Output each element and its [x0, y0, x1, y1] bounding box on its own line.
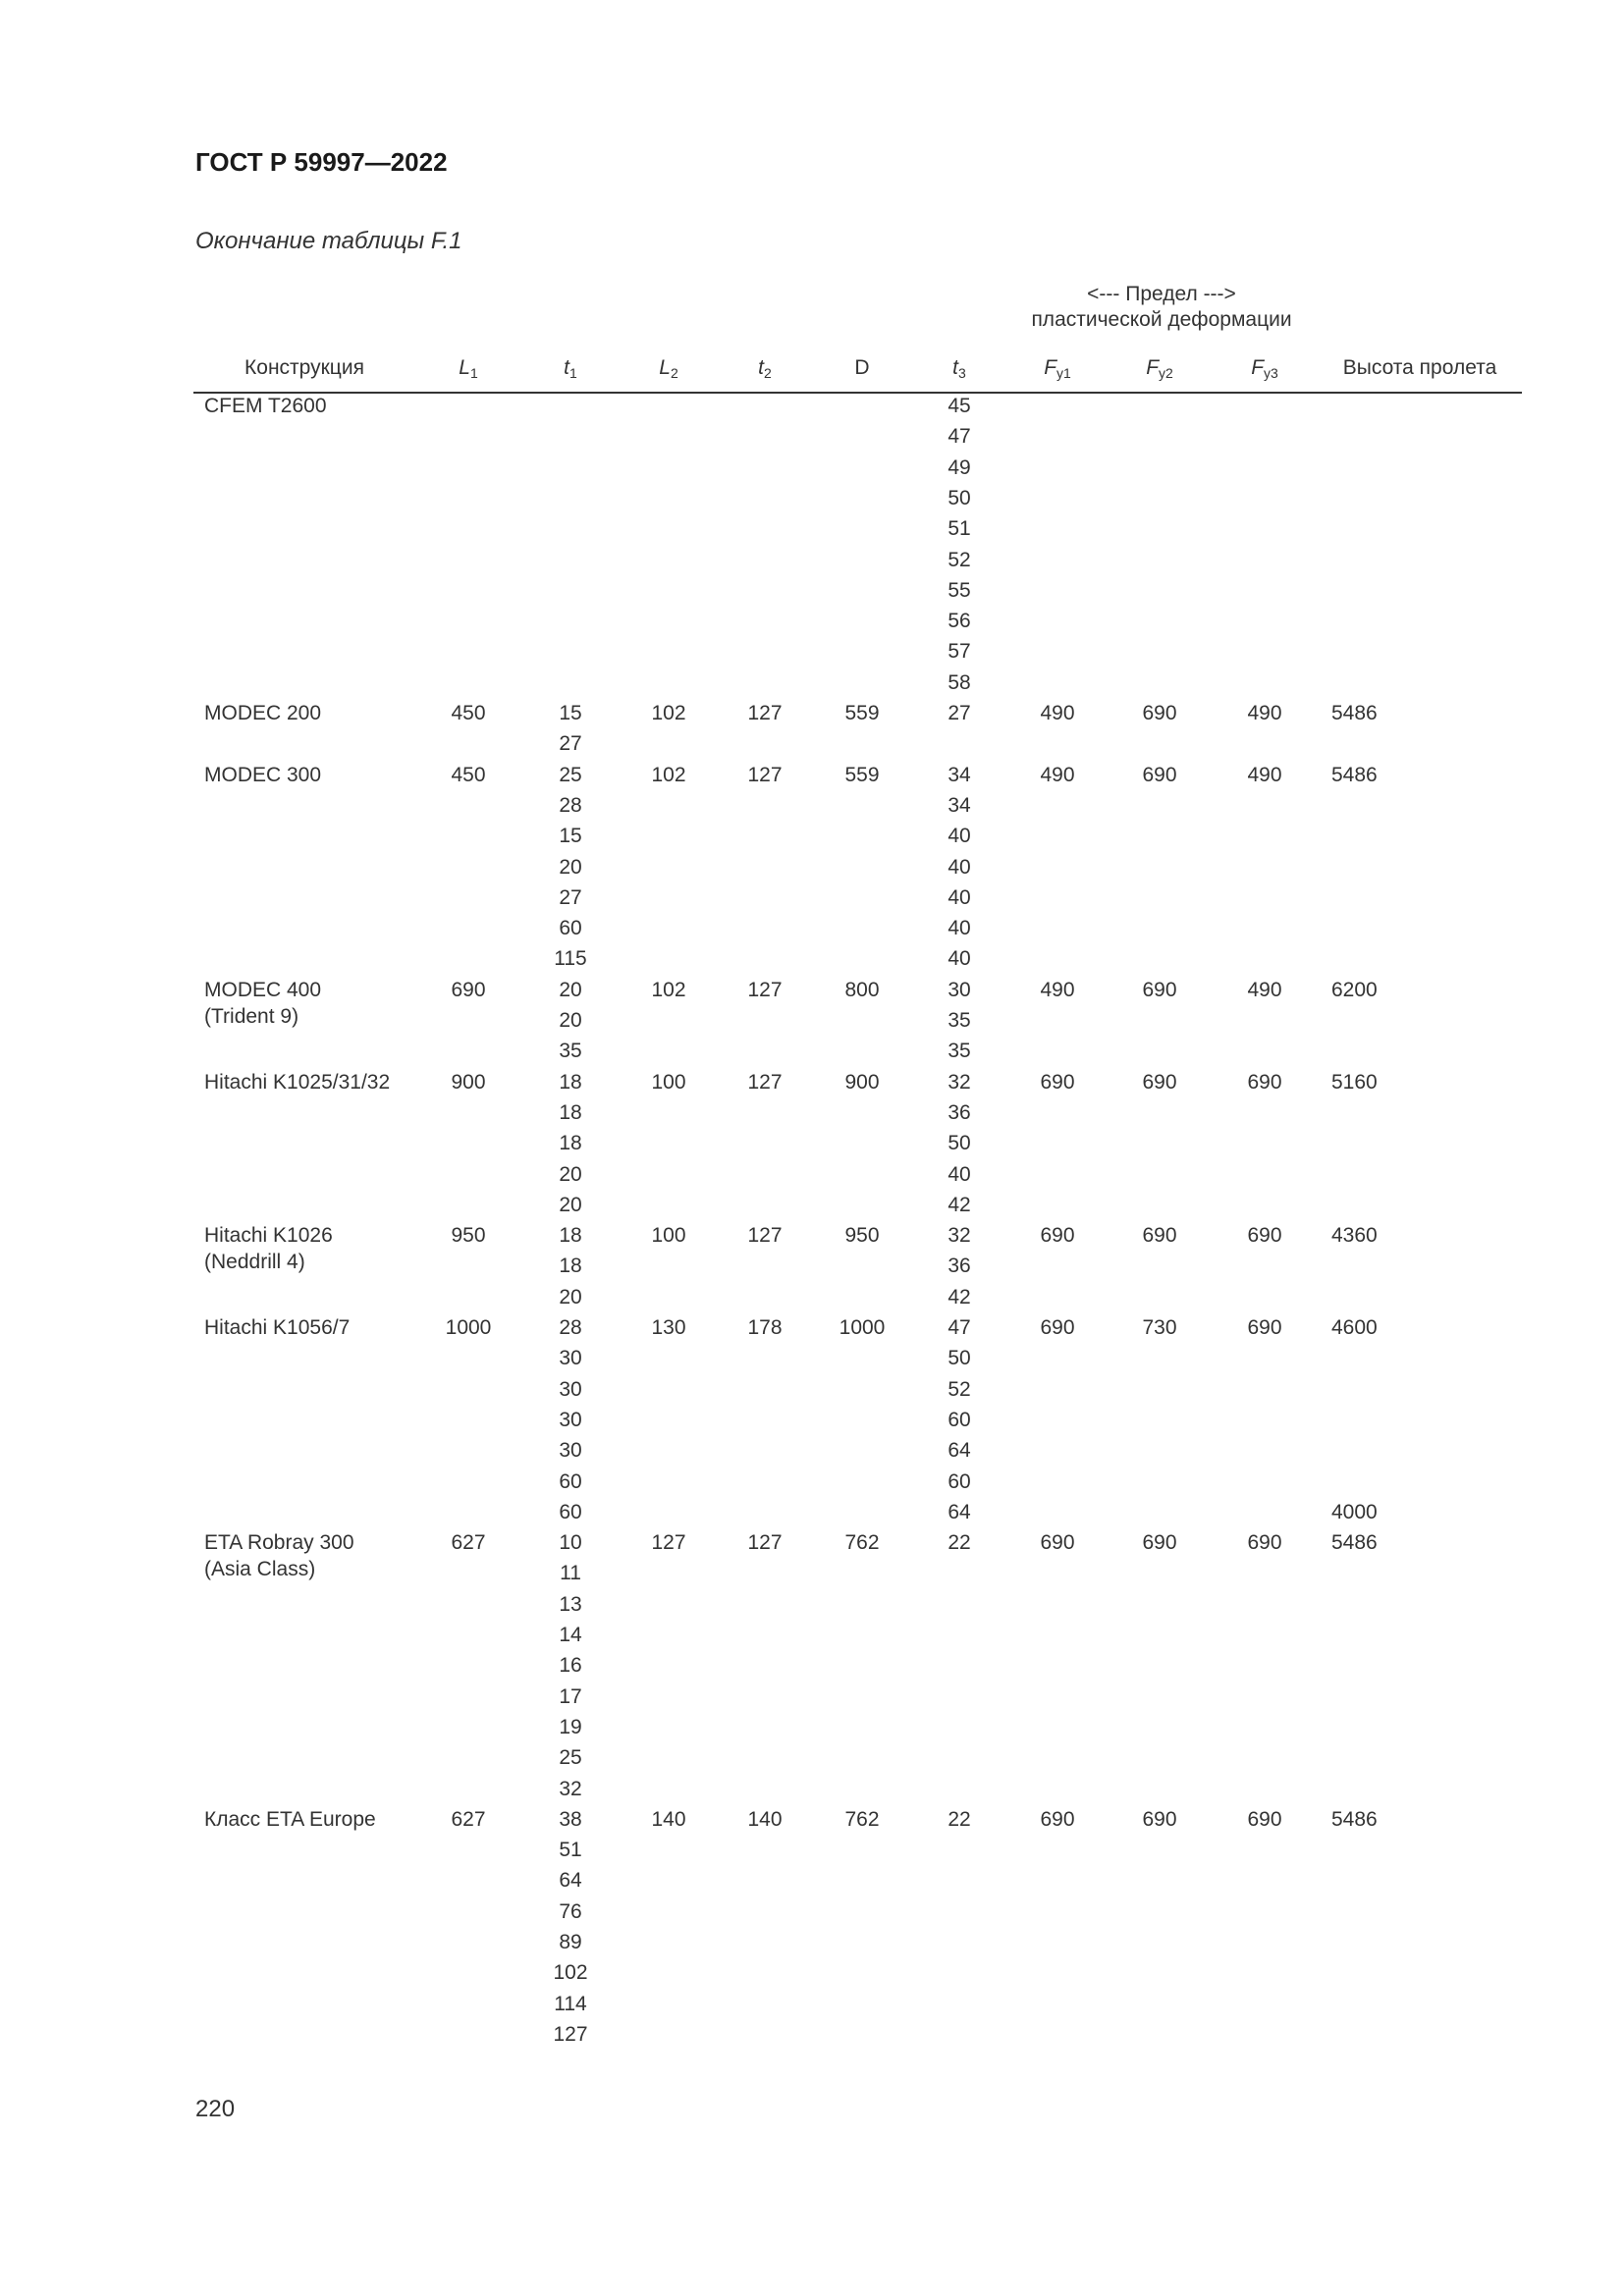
cell-t3: 49	[947, 455, 971, 479]
cell-t1: 35	[559, 1040, 582, 1063]
column-header-main: F	[1146, 356, 1160, 379]
cell-t3: 42	[947, 1285, 971, 1308]
column-header-main: F	[1251, 356, 1265, 379]
cell-construction: Hitachi K1025/31/32	[204, 1070, 391, 1094]
cell-construction: (Asia Class)	[204, 1558, 316, 1581]
cell-span: 5486	[1331, 763, 1378, 786]
cell-t1: 14	[559, 1624, 582, 1646]
table-caption: Окончание таблицы F.1	[195, 228, 462, 254]
cell-t3: 55	[947, 578, 971, 602]
cell-t1: 27	[559, 732, 582, 756]
cell-l2: 100	[651, 1070, 686, 1094]
cell-t1: 30	[559, 1408, 582, 1431]
group-header-line2: пластической деформации	[1031, 308, 1292, 331]
cell-t3: 60	[947, 1408, 971, 1431]
cell-fy1: 690	[1040, 1224, 1075, 1248]
cell-t3: 22	[947, 1531, 971, 1555]
column-header-main: t	[758, 356, 765, 379]
cell-t1: 17	[559, 1684, 582, 1708]
cell-t2: 127	[747, 702, 783, 724]
cell-t3: 57	[947, 640, 971, 664]
column-header-fy1	[1018, 355, 1097, 381]
cell-t1: 32	[559, 1777, 582, 1800]
column-header-subscript: y2	[1159, 365, 1173, 381]
cell-construction: ETA Robray 300	[204, 1531, 354, 1555]
cell-fy1: 490	[1040, 978, 1075, 1001]
cell-t1: 20	[559, 978, 582, 1001]
cell-d: 950	[844, 1224, 880, 1248]
cell-t1: 27	[559, 885, 582, 909]
cell-t1: 18	[559, 1070, 582, 1094]
cell-t3: 35	[947, 1040, 971, 1063]
cell-t1: 38	[559, 1807, 582, 1831]
cell-t3: 42	[947, 1193, 971, 1216]
column-header-t3	[920, 355, 999, 381]
cell-t1: 51	[559, 1839, 582, 1862]
cell-span: 5486	[1331, 702, 1378, 724]
cell-construction: MODEC 200	[204, 702, 322, 724]
cell-construction: (Trident 9)	[204, 1004, 299, 1028]
cell-span: 5486	[1331, 1531, 1378, 1555]
cell-t3: 35	[947, 1009, 971, 1032]
cell-t3: 47	[947, 1316, 971, 1339]
cell-t1: 115	[554, 947, 587, 971]
cell-t3: 64	[947, 1500, 971, 1523]
cell-fy3: 690	[1247, 1531, 1282, 1555]
cell-t1: 20	[559, 1193, 582, 1216]
cell-t3: 50	[947, 486, 971, 509]
cell-fy2: 690	[1142, 763, 1177, 786]
cell-construction: CFEM T2600	[204, 395, 327, 417]
cell-fy3: 490	[1247, 978, 1282, 1001]
cell-t3: 36	[947, 1100, 971, 1124]
cell-fy3: 690	[1247, 1807, 1282, 1831]
column-header-fy3	[1225, 355, 1304, 381]
cell-t2: 127	[747, 978, 783, 1001]
cell-t1: 28	[559, 1316, 582, 1339]
cell-t3: 40	[947, 825, 971, 848]
cell-t1: 20	[559, 1285, 582, 1308]
cell-t1: 18	[559, 1255, 582, 1278]
cell-fy3: 690	[1247, 1224, 1282, 1248]
cell-t1: 20	[559, 1009, 582, 1032]
cell-t3: 34	[947, 793, 971, 817]
cell-t1: 89	[559, 1931, 582, 1953]
cell-construction: Класс ETA Europe	[204, 1807, 376, 1831]
cell-construction: Hitachi K1056/7	[204, 1316, 351, 1339]
cell-t3: 52	[947, 1377, 971, 1401]
cell-t2: 127	[747, 763, 783, 786]
column-header-main: Конструкция	[244, 356, 364, 379]
cell-l1: 627	[451, 1807, 486, 1831]
column-header-fy2	[1120, 355, 1199, 381]
column-header-main: F	[1044, 356, 1057, 379]
cell-t3: 40	[947, 917, 971, 940]
cell-t3: 56	[947, 610, 971, 633]
cell-l1: 1000	[445, 1316, 492, 1339]
column-header-t2	[726, 355, 804, 381]
cell-t1: 60	[559, 1469, 582, 1493]
cell-t1: 13	[559, 1592, 582, 1616]
cell-l2: 127	[651, 1531, 686, 1555]
cell-fy2: 690	[1142, 702, 1177, 724]
cell-t3: 30	[947, 978, 971, 1001]
cell-t1: 30	[559, 1377, 582, 1401]
column-header-main: t	[952, 356, 959, 379]
cell-t1: 15	[559, 825, 582, 848]
cell-t3: 40	[947, 855, 971, 879]
cell-l2: 102	[651, 702, 686, 724]
cell-span: 5160	[1331, 1070, 1378, 1094]
cell-l1: 950	[451, 1224, 486, 1248]
column-header-main: L	[659, 356, 671, 379]
cell-span: 5486	[1331, 1807, 1378, 1831]
cell-t1: 10	[559, 1531, 582, 1555]
cell-construction: Hitachi K1026	[204, 1224, 333, 1248]
cell-fy1: 690	[1040, 1531, 1075, 1555]
cell-t1: 25	[559, 763, 582, 786]
column-header-subscript: 1	[469, 365, 478, 381]
cell-t3: 51	[947, 517, 971, 541]
column-header-main: t	[564, 356, 570, 379]
cell-fy2: 690	[1142, 1070, 1177, 1094]
column-header-subscript: 2	[764, 365, 772, 381]
cell-construction: MODEC 400	[204, 978, 322, 1001]
cell-d: 1000	[839, 1316, 886, 1339]
cell-fy2: 730	[1142, 1316, 1177, 1339]
cell-d: 900	[844, 1070, 880, 1094]
cell-fy2: 690	[1142, 1807, 1177, 1831]
cell-t1: 16	[559, 1654, 582, 1678]
cell-t2: 127	[747, 1070, 783, 1094]
cell-l2: 130	[651, 1316, 686, 1339]
cell-t1: 30	[559, 1439, 582, 1463]
cell-l2: 102	[651, 978, 686, 1001]
cell-construction: MODEC 300	[204, 763, 322, 786]
cell-fy1: 690	[1040, 1316, 1075, 1339]
page-number: 220	[195, 2096, 236, 2122]
cell-l1: 627	[451, 1531, 486, 1555]
cell-t3: 50	[947, 1347, 971, 1370]
cell-l2: 102	[651, 763, 686, 786]
cell-t1: 30	[559, 1347, 582, 1370]
cell-t2: 140	[747, 1807, 783, 1831]
cell-t3: 32	[947, 1070, 971, 1094]
cell-l2: 140	[651, 1807, 686, 1831]
cell-fy1: 490	[1040, 763, 1075, 786]
column-header-subscript: 2	[670, 365, 678, 381]
cell-t1: 15	[559, 702, 582, 724]
cell-t3: 58	[947, 670, 971, 694]
cell-d: 762	[844, 1531, 880, 1555]
cell-t3: 52	[947, 548, 971, 571]
cell-d: 762	[844, 1807, 880, 1831]
column-header-t1	[531, 355, 610, 381]
cell-fy3: 490	[1247, 702, 1282, 724]
cell-t3: 64	[947, 1439, 971, 1463]
column-header-l2	[629, 355, 708, 381]
cell-fy3: 490	[1247, 763, 1282, 786]
cell-t3: 45	[947, 395, 971, 417]
cell-t2: 127	[747, 1224, 783, 1248]
cell-fy1: 690	[1040, 1807, 1075, 1831]
cell-construction: (Neddrill 4)	[204, 1251, 305, 1274]
cell-fy2: 690	[1142, 978, 1177, 1001]
cell-l1: 900	[451, 1070, 486, 1094]
cell-t1: 25	[559, 1746, 582, 1770]
cell-span: 4360	[1331, 1224, 1378, 1248]
cell-t1: 20	[559, 855, 582, 879]
group-header-line1: <--- Предел --->	[1087, 283, 1236, 305]
cell-t3: 27	[947, 702, 971, 724]
cell-t1: 76	[559, 1899, 582, 1923]
column-header-subscript: 3	[958, 365, 966, 381]
cell-fy3: 690	[1247, 1316, 1282, 1339]
cell-l1: 450	[451, 763, 486, 786]
cell-span: 4600	[1331, 1316, 1378, 1339]
column-header-main: Высота пролета	[1342, 356, 1497, 379]
cell-t1: 11	[560, 1562, 581, 1585]
column-header-span	[1326, 355, 1513, 381]
column-header-construction	[206, 355, 403, 381]
cell-t3: 40	[947, 947, 971, 971]
cell-t1: 18	[559, 1132, 582, 1155]
cell-t1: 102	[553, 1961, 588, 1985]
cell-t1: 60	[559, 1500, 582, 1523]
column-header-main: D	[854, 356, 870, 379]
document-header: ГОСТ Р 59997—2022	[195, 147, 448, 177]
cell-t1: 114	[554, 1992, 587, 2015]
cell-t1: 127	[553, 2022, 588, 2046]
cell-l1: 450	[451, 702, 486, 724]
column-header-main: L	[459, 356, 470, 379]
cell-t1: 28	[559, 793, 582, 817]
cell-d: 800	[844, 978, 880, 1001]
cell-span: 6200	[1331, 978, 1378, 1001]
cell-l1: 690	[451, 978, 486, 1001]
cell-t3: 32	[947, 1224, 971, 1248]
cell-t2: 127	[747, 1531, 783, 1555]
cell-t1: 20	[559, 1162, 582, 1186]
cell-t3: 40	[947, 885, 971, 909]
cell-t1: 18	[559, 1100, 582, 1124]
cell-fy3: 690	[1247, 1070, 1282, 1094]
yield-limit-group-header	[1014, 282, 1309, 333]
cell-l2: 100	[651, 1224, 686, 1248]
cell-span: 4000	[1331, 1500, 1378, 1523]
cell-t2: 178	[747, 1316, 783, 1339]
cell-t3: 60	[947, 1469, 971, 1493]
cell-t1: 60	[559, 917, 582, 940]
column-header-subscript: y1	[1056, 365, 1071, 381]
cell-fy1: 690	[1040, 1070, 1075, 1094]
cell-d: 559	[844, 702, 880, 724]
header-rule	[193, 392, 1522, 394]
column-header-subscript: y3	[1264, 365, 1278, 381]
cell-fy2: 690	[1142, 1531, 1177, 1555]
cell-t1: 18	[559, 1224, 582, 1248]
cell-d: 559	[844, 763, 880, 786]
column-header-subscript: 1	[569, 365, 577, 381]
cell-fy2: 690	[1142, 1224, 1177, 1248]
cell-t3: 34	[947, 763, 971, 786]
cell-t1: 19	[559, 1715, 582, 1738]
cell-t3: 40	[947, 1162, 971, 1186]
cell-t1: 64	[559, 1869, 582, 1893]
column-header-l1	[429, 355, 508, 381]
column-header-d	[823, 355, 901, 381]
cell-t3: 36	[947, 1255, 971, 1278]
cell-t3: 47	[947, 425, 971, 449]
cell-fy1: 490	[1040, 702, 1075, 724]
cell-t3: 50	[947, 1132, 971, 1155]
cell-t3: 22	[947, 1807, 971, 1831]
